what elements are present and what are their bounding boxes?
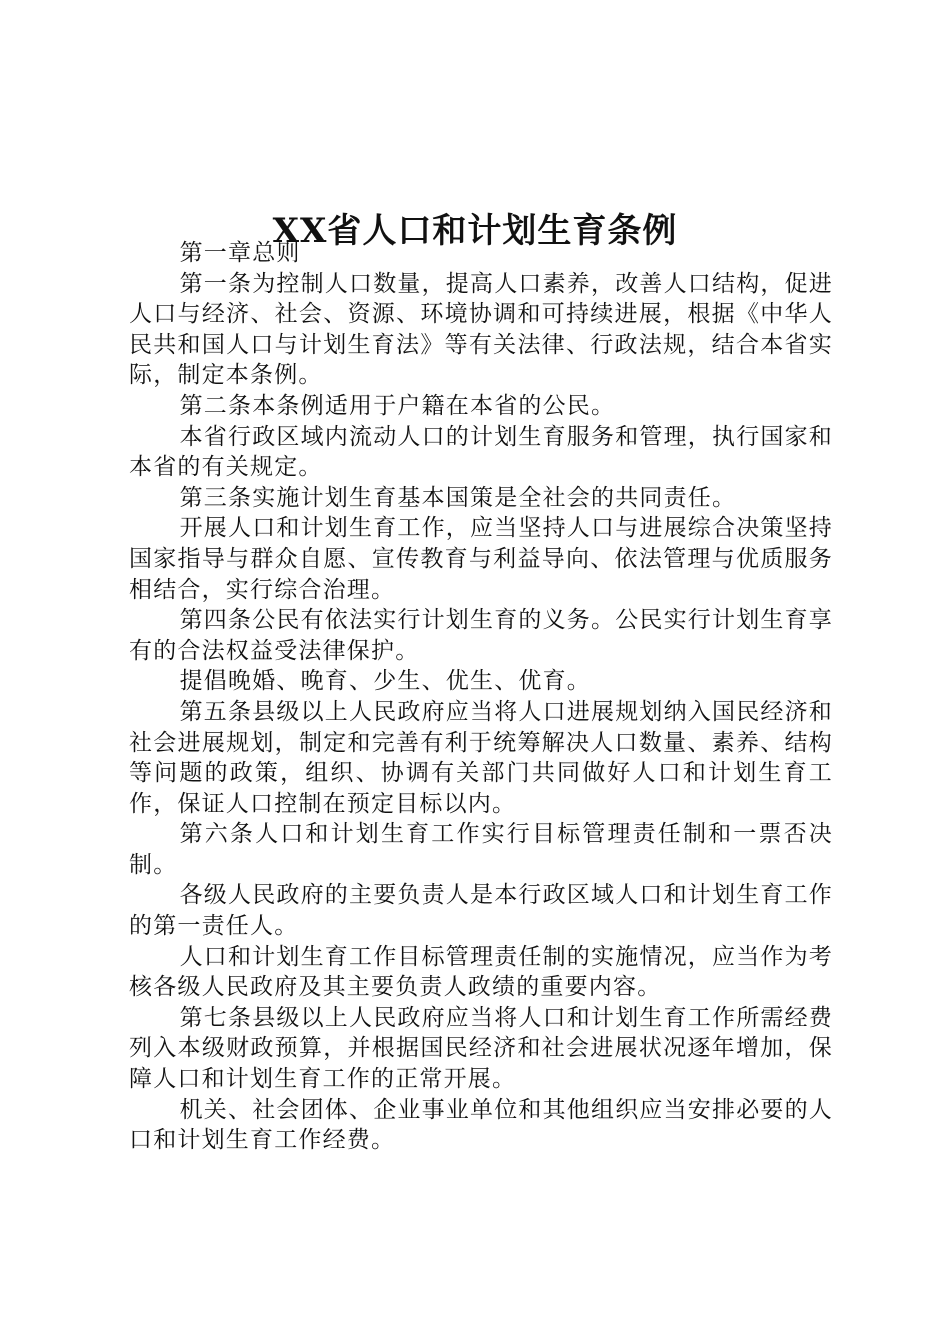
paragraph-article-4: 第四条公民有依法实行计划生育的义务。公民实行计划生育享有的合法权益受法律保护。 xyxy=(129,607,833,664)
document-body xyxy=(129,238,833,1156)
paragraph: 机关、社会团体、企业事业单位和其他组织应当安排必要的人口和计划生育工作经费。 xyxy=(129,1096,833,1154)
paragraph-article-3: 第三条实施计划生育基本国策是全社会的共同责任。 xyxy=(179,484,737,511)
paragraph: 开展人口和计划生育工作，应当坚持人口与进展综合决策坚持国家指导与群众自愿、宣传教育与利益导向、依法管理与优质服务相结合，实行综合治理。 xyxy=(129,515,833,603)
paragraph-article-5: 第五条县级以上人民政府应当将人口进展规划纳入国民经济和社会进展规划，制定和完善有利于统筹解决人口数量、素养、结构等问题的政策，组织、协调有关部门共同做好人口和计划生育工作，保证人口控制在预定目标以内。 xyxy=(129,698,833,817)
paragraph-article-6: 第六条人口和计划生育工作实行目标管理责任制和一票否决制。 xyxy=(129,821,833,878)
paragraph: 人口和计划生育工作目标管理责任制的实施情况，应当作为考核各级人民政府及其主要负责人政绩的重要内容。 xyxy=(129,943,833,1001)
chapter-heading: 第一章总则 xyxy=(179,240,301,266)
paragraph: 提倡晚婚、晚育、少生、优生、优育。 xyxy=(179,668,591,695)
document-title: XX省人口和计划生育条例 xyxy=(272,210,678,251)
paragraph: 本省行政区域内流动人口的计划生育服务和管理，执行国家和本省的有关规定。 xyxy=(129,423,833,481)
paragraph-article-1: 第一条为控制人口数量，提高人口素养，改善人口结构，促进人口与经济、社会、资源、环境协调和可持续进展，根据《中华人民共和国人口与计划生育法》等有关法律、行政法规，结合本省实际，制定本条例。 xyxy=(129,270,833,389)
paragraph: 各级人民政府的主要负责人是本行政区域人口和计划生育工作的第一责任人。 xyxy=(129,882,833,940)
paragraph-article-2: 第二条本条例适用于户籍在本省的公民。 xyxy=(179,392,616,419)
paragraph-article-7: 第七条县级以上人民政府应当将人口和计划生育工作所需经费列入本级财政预算，并根据国民经济和社会进展状况逐年增加，保障人口和计划生育工作的正常开展。 xyxy=(129,1004,833,1093)
